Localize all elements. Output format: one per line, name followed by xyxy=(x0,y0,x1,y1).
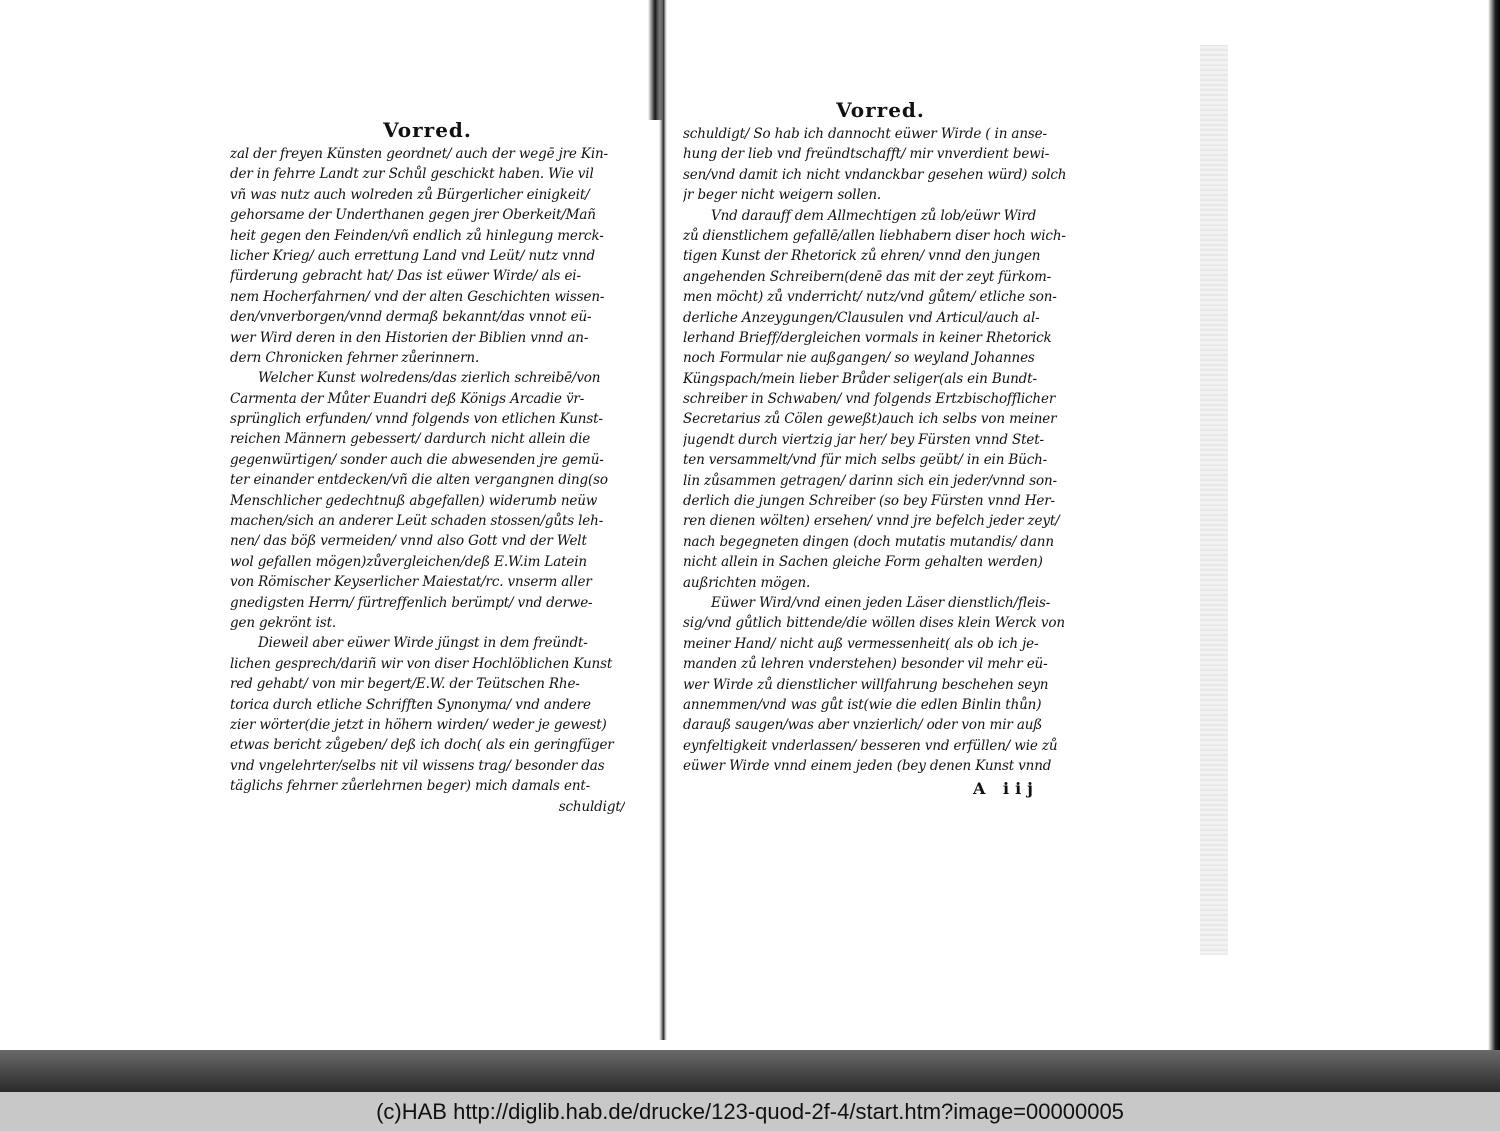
text-line: zier wörter(die jetzt in höhern wirden/ weder je gewest) xyxy=(230,716,607,733)
right-running-head: Vorred. xyxy=(836,98,925,122)
text-line: nem Hocherfahrnen/ vnd der alten Geschichten wissen- xyxy=(230,288,605,305)
text-line: noch Formular nie außgangen/ so weyland Johannes xyxy=(683,350,1035,367)
text-line: zů dienstlichem gefallē/allen liebhabern diser hoch wich- xyxy=(683,227,1066,244)
text-line: lichen gesprech/dariñ wir von diser Hochlöblichen Kunst xyxy=(230,655,613,672)
text-line: Dieweil aber eüwer Wirde jüngst in dem freündt- xyxy=(258,635,588,652)
text-line: wol gefallen mögen)zůvergleichen/deß E.W.im Latein xyxy=(230,553,587,570)
text-line: red gehabt/ von mir begert/E.W. der Teütschen Rhe- xyxy=(230,676,580,693)
text-line: torica durch etliche Schrifften Synonyma/ vnd andere xyxy=(230,696,591,713)
text-line: eüwer Wirde vnnd einem jeden (bey denen Kunst vnnd xyxy=(683,758,1052,775)
text-line: tigen Kunst der Rhetorick zů ehren/ vnnd den jungen xyxy=(683,248,1041,265)
text-line: gehorsame der Underthanen gegen jrer Oberkeit/Mañ xyxy=(230,207,596,224)
text-line: etwas bericht zůgeben/ deß ich doch( als ein geringfüger xyxy=(230,737,614,754)
copyright-footer: (c)HAB http://diglib.hab.de/drucke/123-quod-2f-4/start.htm?image=00000005 xyxy=(0,1092,1500,1131)
text-line: außrichten mögen. xyxy=(683,574,811,591)
text-line: hung der lieb vnd freündtschafft/ mir vnverdient bewi- xyxy=(683,146,1050,163)
text-line: wer Wird deren in den Historien der Biblien vnnd an- xyxy=(230,329,589,346)
text-line: ren dienen wölten) ersehen/ vnnd jre befelch jeder zeyt/ xyxy=(683,513,1060,530)
text-line: lerhand Brieff/dergleichen vormals in keiner Rhetorick xyxy=(683,329,1052,346)
scan-bottom-border xyxy=(0,1050,1500,1092)
text-line: machen/sich an anderer Leüt schaden stossen/gůts leh- xyxy=(230,513,604,530)
text-line: Vnd darauff dem Allmechtigen zů lob/eüwr Wird xyxy=(711,207,1037,224)
text-line: ten versammelt/vnd für mich selbs geübt/ in ein Büch- xyxy=(683,452,1048,469)
text-line: von Römischer Keyserlicher Maiestat/rc. vnserm aller xyxy=(230,574,592,591)
text-line: angehenden Schreibern(denē das mit der zeyt fürkom- xyxy=(683,268,1052,285)
right-page xyxy=(683,98,1078,798)
text-line: sig/vnd gůtlich bittende/die wöllen dises klein Werck von xyxy=(683,615,1065,632)
text-line: sprünglich erfunden/ vnnd folgends von etlichen Kunst- xyxy=(230,411,603,428)
text-line: nen/ das böß vermeiden/ vnnd also Gott vnd der Welt xyxy=(230,533,587,550)
text-line: reichen Männern gebessert/ dardurch nicht allein die xyxy=(230,431,591,448)
text-line: täglichs fehrner zůerlehrnen beger) mich damals ent- xyxy=(230,778,591,795)
left-running-head: Vorred. xyxy=(383,118,472,142)
text-line: wer Wirde zů dienstlicher willfahrung beschehen seyn xyxy=(683,676,1049,693)
text-line: meiner Hand/ nicht auß vermessenheit( als ob ich je- xyxy=(683,635,1039,652)
text-line: vñ was nutz auch wolreden zů Bürgerlicher einigkeit/ xyxy=(230,186,590,203)
text-line: den/vnverborgen/vnnd dermaß bekannt/das vnnot eü- xyxy=(230,309,592,326)
text-line: schreiber in Schwaben/ vnd folgends Ertzbischofflicher xyxy=(683,391,1056,408)
left-page-text xyxy=(230,144,625,817)
left-page xyxy=(230,118,625,817)
text-line: Secretarius zů Cölen geweßt)auch ich selbs von meiner xyxy=(683,411,1057,428)
text-line: gen gekrönt ist. xyxy=(230,614,336,631)
text-line: heit gegen den Feinden/vñ endlich zů hinlegung merck- xyxy=(230,227,604,244)
text-line: derlich die jungen Schreiber (so bey Fürsten vnnd Her- xyxy=(683,493,1055,510)
text-line: vnd vngelehrter/selbs nit vil wissens trag/ besonder das xyxy=(230,757,605,774)
text-line: dern Chronicken fehrner zůerinnern. xyxy=(230,349,480,366)
text-line: annemmen/vnd was gůt ist(wie die edlen Binlin thůn) xyxy=(683,696,1042,713)
signature-mark: A iij xyxy=(973,778,1039,798)
text-line: nicht allein in Sachen gleiche Form gehalten werden) xyxy=(683,554,1043,571)
text-line: zal der freyen Künsten geordnet/ auch der wegē jre Kin- xyxy=(230,146,608,162)
text-line: Carmenta der Můter Euandri deß Königs Arcadie v̈r- xyxy=(230,390,585,407)
text-line: fürderung gebracht hat/ Das ist eüwer Wirde/ als ei- xyxy=(230,268,581,285)
text-line: licher Krieg/ auch errettung Land vnd Leüt/ nutz vnnd xyxy=(230,247,596,264)
text-line: ter einander entdecken/vñ die alten vergangnen ding(so xyxy=(230,472,608,489)
text-line: eynfeltigkeit vnderlassen/ besseren vnd erfüllen/ wie zů xyxy=(683,737,1058,754)
book-gutter xyxy=(659,0,667,1040)
text-line: schuldigt/ So hab ich dannocht eüwer Wirde ( in anse- xyxy=(683,126,1047,142)
text-line: jr beger nicht weigern sollen. xyxy=(683,187,882,204)
text-line: jugendt durch viertzig jar her/ bey Fürsten vnnd Stet- xyxy=(683,431,1044,448)
text-line: derliche Anzeygungen/Clausulen vnd Articul/auch al- xyxy=(683,309,1040,326)
text-line: manden zů lehren vnderstehen) besonder vil mehr eü- xyxy=(683,656,1048,673)
text-line: der in fehrre Landt zur Schůl geschickt haben. Wie vil xyxy=(230,166,594,183)
page-edge-strip xyxy=(1200,45,1228,955)
scan-right-edge xyxy=(1488,0,1500,1050)
text-line: darauß saugen/was aber vnzierlich/ oder von mir auß xyxy=(683,717,1043,734)
text-line: men möcht) zů vnderricht/ nutz/vnd gůtem/ etliche son- xyxy=(683,289,1057,306)
text-line: Küngspach/mein lieber Brůder seliger(als ein Bundt- xyxy=(683,370,1037,387)
text-line: nach begegneten dingen (doch mutatis mutandis/ dann xyxy=(683,533,1054,550)
text-line: lin zůsammen getragen/ darinn sich ein jeder/vnnd son- xyxy=(683,472,1057,489)
text-line: Menschlicher gedechtnuß abgefallen) widerumb neüw xyxy=(230,492,598,509)
right-page-text xyxy=(683,124,1078,777)
text-line: Eüwer Wird/vnd einen jeden Läser dienstlich/fleis- xyxy=(711,594,1051,611)
text-line: Welcher Kunst wolredens/das zierlich schreibē/von xyxy=(258,370,601,387)
text-line: sen/vnd damit ich nicht vndanckbar gesehen würd) solch xyxy=(683,166,1067,183)
text-line: gegenwürtigen/ sonder auch die abwesenden jre gemü- xyxy=(230,451,604,468)
text-line: gnedigsten Herrn/ fürtreffenlich berümpt/ vnd derwe- xyxy=(230,594,593,611)
text-line: schuldigt/ xyxy=(558,798,625,815)
